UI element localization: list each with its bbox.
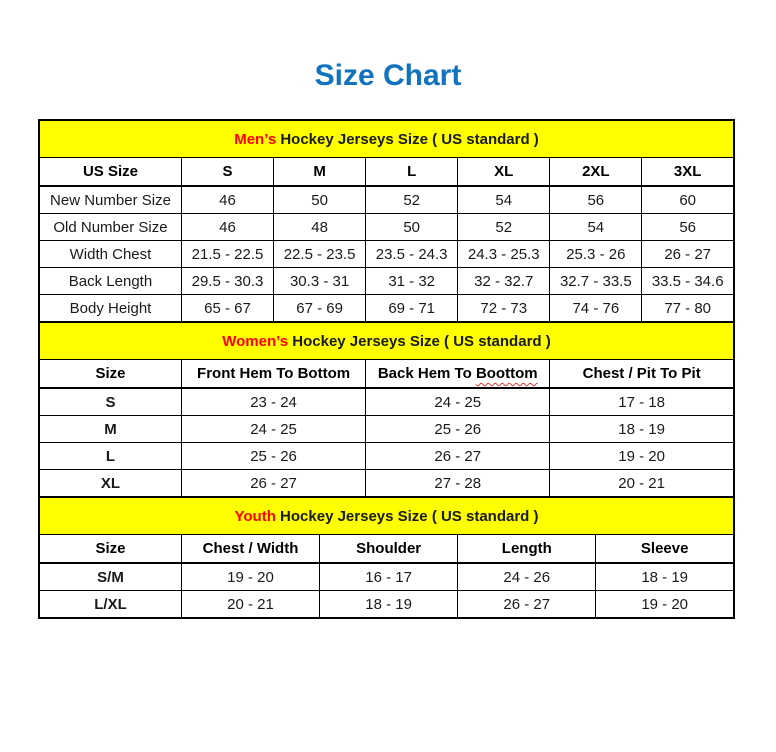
column-header: Sleeve (596, 535, 734, 564)
table-row (39, 295, 734, 323)
size-cell: 24 - 25 (181, 416, 365, 443)
column-header: XL (458, 158, 550, 187)
size-cell: 16 - 17 (320, 563, 458, 591)
womens-size-table (38, 321, 735, 498)
column-header: Length (458, 535, 596, 564)
size-cell: 69 - 71 (366, 295, 458, 323)
column-header: L (366, 158, 458, 187)
size-cell: 67 - 69 (274, 295, 366, 323)
column-header: Chest / Width (181, 535, 319, 564)
size-cell: 46 (181, 214, 273, 241)
banner-text: Hockey Jerseys Size ( US standard ) (288, 332, 551, 350)
size-cell: 32 - 32.7 (458, 268, 550, 295)
table-row (39, 214, 734, 241)
mens-banner (39, 120, 734, 158)
size-cell: 18 - 19 (550, 416, 734, 443)
banner-row (39, 497, 734, 535)
column-header: Chest / Pit To Pit (550, 360, 734, 389)
column-header: Size (39, 360, 181, 389)
column-header: M (274, 158, 366, 187)
size-cell: 19 - 20 (181, 563, 319, 591)
table-row (39, 443, 734, 470)
row-label: XL (39, 470, 181, 498)
size-cell: 18 - 19 (596, 563, 734, 591)
row-label: M (39, 416, 181, 443)
misspelled-word: Boottom (475, 365, 538, 382)
size-cell: 21.5 - 22.5 (181, 241, 273, 268)
size-cell: 17 - 18 (550, 388, 734, 416)
size-cell: 52 (366, 186, 458, 214)
size-cell: 19 - 20 (550, 443, 734, 470)
column-header: 2XL (550, 158, 642, 187)
banner-text: Hockey Jerseys Size ( US standard ) (276, 130, 539, 148)
size-cell: 27 - 28 (366, 470, 550, 498)
size-cell: 60 (642, 186, 734, 214)
banner-highlight: Youth (234, 507, 276, 525)
column-header: Front Hem To Bottom (181, 360, 365, 389)
table-row (39, 470, 734, 498)
size-cell: 20 - 21 (181, 591, 319, 619)
size-chart-tables (38, 119, 735, 619)
size-cell: 30.3 - 31 (274, 268, 366, 295)
size-cell: 48 (274, 214, 366, 241)
size-cell: 26 - 27 (181, 470, 365, 498)
size-cell: 46 (181, 186, 273, 214)
size-cell: 26 - 27 (642, 241, 734, 268)
size-cell: 74 - 76 (550, 295, 642, 323)
size-cell: 65 - 67 (181, 295, 273, 323)
row-label: S (39, 388, 181, 416)
size-cell: 20 - 21 (550, 470, 734, 498)
table-row (39, 591, 734, 619)
column-header: Back Hem To Boottom (366, 360, 550, 389)
mens-size-table (38, 119, 735, 323)
size-cell: 25 - 26 (181, 443, 365, 470)
row-label: L/XL (39, 591, 181, 619)
size-cell: 24.3 - 25.3 (458, 241, 550, 268)
size-cell: 25 - 26 (366, 416, 550, 443)
row-label: New Number Size (39, 186, 181, 214)
column-header: US Size (39, 158, 181, 187)
page-title: Size Chart (314, 59, 462, 92)
size-cell: 77 - 80 (642, 295, 734, 323)
size-cell: 18 - 19 (320, 591, 458, 619)
table-row (39, 416, 734, 443)
size-cell: 56 (642, 214, 734, 241)
size-cell: 72 - 73 (458, 295, 550, 323)
size-cell: 33.5 - 34.6 (642, 268, 734, 295)
header-row (39, 535, 734, 564)
size-cell: 32.7 - 33.5 (550, 268, 642, 295)
row-label: Old Number Size (39, 214, 181, 241)
size-cell: 56 (550, 186, 642, 214)
header-row (39, 158, 734, 187)
size-cell: 54 (550, 214, 642, 241)
row-label: S/M (39, 563, 181, 591)
size-cell: 29.5 - 30.3 (181, 268, 273, 295)
table-row (39, 388, 734, 416)
size-cell: 26 - 27 (366, 443, 550, 470)
size-cell: 50 (274, 186, 366, 214)
size-cell: 25.3 - 26 (550, 241, 642, 268)
size-cell: 50 (366, 214, 458, 241)
table-row (39, 241, 734, 268)
header-row (39, 360, 734, 389)
size-cell: 22.5 - 23.5 (274, 241, 366, 268)
row-label: Back Length (39, 268, 181, 295)
size-cell: 24 - 26 (458, 563, 596, 591)
youth-banner (39, 497, 734, 535)
banner-highlight: Women’s (222, 332, 289, 350)
row-label: Width Chest (39, 241, 181, 268)
column-header: 3XL (642, 158, 734, 187)
column-header: S (181, 158, 273, 187)
womens-banner (39, 322, 734, 360)
table-row (39, 268, 734, 295)
size-cell: 54 (458, 186, 550, 214)
size-cell: 26 - 27 (458, 591, 596, 619)
column-header: Shoulder (320, 535, 458, 564)
youth-size-table (38, 496, 735, 619)
size-cell: 23 - 24 (181, 388, 365, 416)
table-row (39, 563, 734, 591)
banner-text: Hockey Jerseys Size ( US standard ) (275, 507, 539, 525)
size-cell: 24 - 25 (366, 388, 550, 416)
row-label: L (39, 443, 181, 470)
size-cell: 19 - 20 (596, 591, 734, 619)
size-cell: 23.5 - 24.3 (366, 241, 458, 268)
column-header: Size (39, 535, 181, 564)
banner-highlight: Men’s (234, 130, 277, 148)
table-row (39, 186, 734, 214)
banner-row (39, 120, 734, 158)
size-cell: 52 (458, 214, 550, 241)
row-label: Body Height (39, 295, 181, 323)
size-cell: 31 - 32 (366, 268, 458, 295)
banner-row (39, 322, 734, 360)
